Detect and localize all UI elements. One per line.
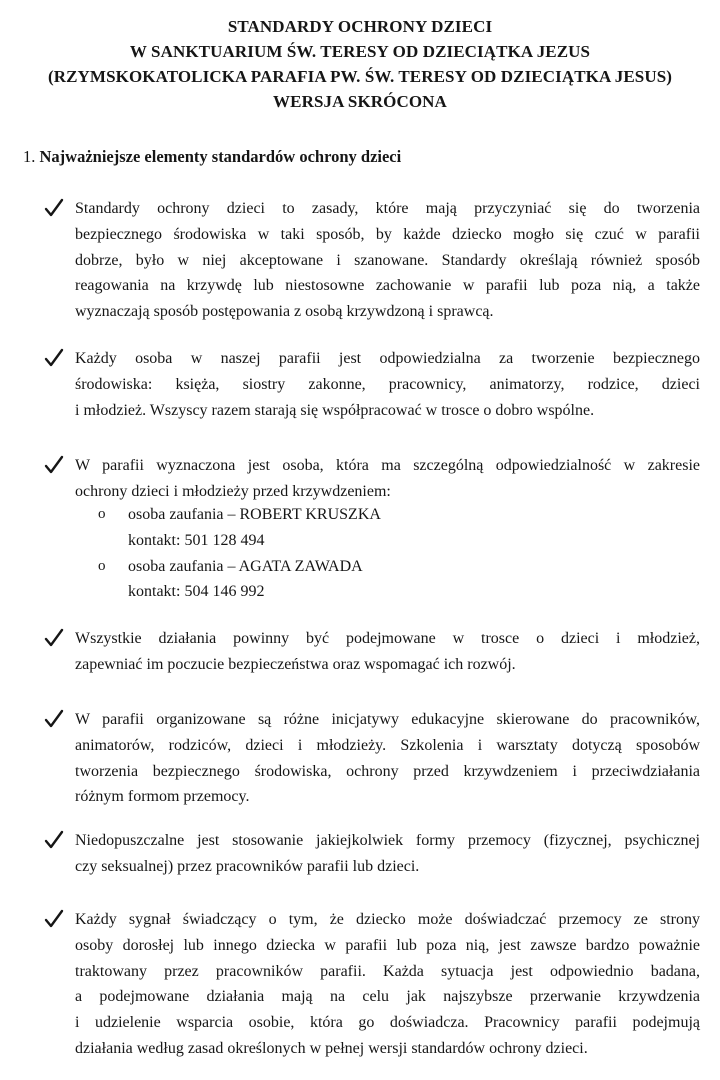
checkmark-icon [44,708,64,730]
title-line: (RZYMSKOKATOLICKA PARAFIA PW. ŚW. TERESY OD DZIECIĄTKA JESUS) [47,67,673,86]
text-line: Standardy ochrony dzieci to zasady, które mają przyczyniać się do tworzenia [75,200,700,217]
section-title: Najważniejsze elementy standardów ochrony dzieci [39,147,402,166]
item-text [75,828,700,880]
checkmark-icon [44,197,64,219]
checkmark-icon [44,829,64,851]
contact-phone: kontakt: 501 128 494 [128,531,265,549]
title-line: WERSJA SKRÓCONA [273,92,447,111]
text-line: i udzielenie wsparcia osobie, która go doświadcza. Pracownicy parafii podejmują [75,1014,700,1032]
text-line: a podejmowane działania mają na celu jak najszybsze przerwanie krzywdzenia [75,988,700,1006]
text-line: działania według zasad określonych w pełnej wersji standardów ochrony dzieci. [75,1039,588,1057]
title-line: STANDARDY OCHRONY DZIECI [227,17,493,36]
text-line: wyznaczają sposób postępowania z osobą krzywdzoną i sprawcą. [75,303,494,321]
text-line: traktowany przez pracowników parafii. Każda sytuacja jest odpowiednio badana, [75,962,700,980]
item-text [75,196,700,325]
item-text [75,626,700,678]
text-line: czy seksualnej) przez pracowników parafii lub dzieci. [75,857,420,875]
contact-phone: kontakt: 504 146 992 [128,583,265,601]
title-line: W SANKTUARIUM ŚW. TERESY OD DZIECIĄTKA JEZUS [129,42,591,61]
text-line: Każdy sygnał świadczący o tym, że dziecko może doświadczać przemocy ze strony [75,911,700,928]
text-line: Niedopuszczalne jest stosowanie jakiejkolwiek formy przemocy (fizycznej, psychicznej [75,832,700,849]
contact-list [98,502,658,605]
circle-bullet-icon: o [98,557,106,574]
text-line: i młodzież. Wszyscy razem starają się współpracować w trosce o dobro wspólne. [75,401,595,419]
text-line: osoby dorosłej lub innego dziecka w parafii lub poza nią, jest zawsze bardzo poważnie [75,936,700,954]
contact-item [98,554,658,606]
text-line: środowiska: księża, siostry zakonne, pracownicy, animatorzy, rodzice, dzieci [75,375,700,393]
document-title [0,14,720,114]
checkmark-icon [44,347,64,369]
section-number: 1. [23,147,36,166]
contact-label: osoba zaufania – ROBERT KRUSZKA [128,506,381,523]
text-line: bezpiecznego środowiska w taki sposób, by każde dziecko mogło się czuć w parafii [75,225,700,243]
contact-item [98,502,658,554]
checkmark-icon [44,908,64,930]
text-line: W parafii wyznaczona jest osoba, która ma szczególną odpowiedzialność w zakresie [75,457,700,474]
item-text [75,907,700,1062]
text-line: różnym formom przemocy. [75,788,250,806]
text-line: Wszystkie działania powinny być podejmowane w trosce o dzieci i młodzież, [75,630,700,647]
text-line: zapewniać im poczucie bezpieczeństwa oraz wspomagać ich rozwój. [75,655,516,673]
circle-bullet-icon: o [98,506,106,522]
checkmark-icon [44,627,64,649]
contact-label: osoba zaufania – AGATA ZAWADA [128,557,363,575]
text-line: reagowania na krzywdę lub niestosowne zachowanie w parafii lub poza nią, a także [75,277,700,295]
checkmark-icon [44,454,64,476]
text-line: tworzenia bezpiecznego środowiska, ochrony przed krzywdzeniem i przeciwdziałania [75,762,700,780]
item-text [75,346,700,423]
item-text [75,707,700,810]
text-line: ochrony dzieci i młodzieży przed krzywdzeniem: [75,482,391,500]
text-line: dobrze, było w niej akceptowane i szanowane. Standardy określają również sposób [75,251,700,269]
text-line: W parafii organizowane są różne inicjatywy edukacyjne skierowane do pracowników, [75,711,700,728]
text-line: animatorów, rodziców, dzieci i młodzieży. Szkolenia i warsztaty dotyczą sposobów [75,736,700,754]
section-heading [23,145,401,169]
text-line: Każdy osoba w naszej parafii jest odpowiedzialna za tworzenie bezpiecznego [75,350,700,367]
item-text [75,453,700,505]
